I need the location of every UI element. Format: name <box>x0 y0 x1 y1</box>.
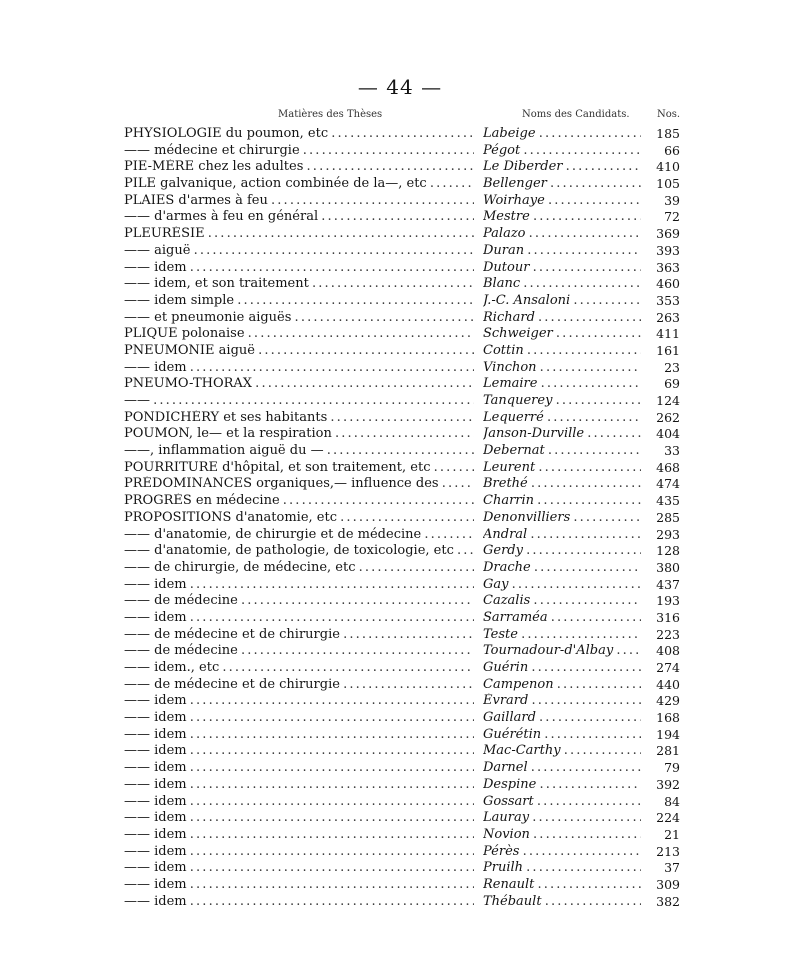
thesis-subject: PNEUMONIE aiguë . . . <box>124 343 474 360</box>
thesis-subject: —— idem . . . <box>124 777 474 794</box>
thesis-subject: —— idem simple . . . <box>124 293 474 310</box>
thesis-subject: PHYSIOLOGIE du poumon, etc . . . <box>124 126 474 143</box>
index-row <box>124 493 684 510</box>
thesis-subject: —— idem . . . <box>124 760 474 777</box>
thesis-subject: PROPOSITIONS d'anatomie, etc . . . <box>124 510 474 527</box>
index-row <box>124 293 684 310</box>
candidate-name: Bellenger . . . <box>483 176 641 193</box>
index-row <box>124 426 684 443</box>
thesis-subject: —— aiguë . . . <box>124 243 474 260</box>
candidate-name: Denonvilliers . . . <box>483 510 641 527</box>
index-row <box>124 376 684 393</box>
column-header-subjects: Matières des Thèses <box>278 109 383 120</box>
thesis-subject: —— idem . . . <box>124 610 474 627</box>
candidate-name: Tournadour-d'Albay . . . <box>483 643 641 660</box>
thesis-subject: —— d'anatomie, de chirurgie et de médecine . . . <box>124 527 474 544</box>
index-row <box>124 693 684 710</box>
thesis-subject: —— idem . . . <box>124 794 474 811</box>
thesis-index-list <box>124 126 684 910</box>
index-row <box>124 126 684 143</box>
thesis-number: 161 <box>656 342 680 358</box>
candidate-name: Gaillard . . . <box>483 710 641 727</box>
thesis-subject: —— idem . . . <box>124 877 474 894</box>
index-row <box>124 193 684 210</box>
thesis-number: 213 <box>656 843 680 859</box>
thesis-subject: —— idem . . . <box>124 743 474 760</box>
thesis-number: 440 <box>656 676 680 692</box>
thesis-number: 410 <box>656 159 680 175</box>
thesis-number: 224 <box>656 810 680 826</box>
thesis-subject: —— de médecine et de chirurgie . . . <box>124 677 474 694</box>
index-row <box>124 159 684 176</box>
thesis-subject: —— idem . . . <box>124 844 474 861</box>
index-row <box>124 777 684 794</box>
thesis-number: 411 <box>656 326 680 342</box>
thesis-subject: PIE-MÈRE chez les adultes . . . <box>124 159 474 176</box>
candidate-name: Pégot . . . <box>483 143 641 160</box>
candidate-name: Woirhaye . . . <box>483 193 641 210</box>
candidate-name: Debernat . . . <box>483 443 641 460</box>
index-row <box>124 243 684 260</box>
thesis-subject: —— idem . . . <box>124 577 474 594</box>
thesis-number: 369 <box>656 226 680 242</box>
candidate-name: Renault . . . <box>483 877 641 894</box>
thesis-number: 382 <box>656 893 680 909</box>
thesis-number: 262 <box>656 409 680 425</box>
thesis-subject: PILE galvanique, action combinée de la—, etc . . . <box>124 176 474 193</box>
thesis-subject: PLEURÉSIE . . . <box>124 226 474 243</box>
index-row <box>124 260 684 277</box>
index-row <box>124 627 684 644</box>
candidate-name: Richard . . . <box>483 310 641 327</box>
candidate-name: Duran . . . <box>483 243 641 260</box>
thesis-subject: —— de médecine . . . <box>124 593 474 610</box>
thesis-number: 105 <box>656 176 680 192</box>
thesis-subject: —— idem . . . <box>124 727 474 744</box>
index-row <box>124 743 684 760</box>
thesis-number: 460 <box>656 276 680 292</box>
page-number: — 44 — <box>357 75 443 99</box>
index-row <box>124 476 684 493</box>
candidate-name: Blanc . . . <box>483 276 641 293</box>
thesis-number: 21 <box>664 826 680 842</box>
index-row <box>124 209 684 226</box>
candidate-name: Lemaire . . . <box>483 376 641 393</box>
thesis-subject: —— d'anatomie, de pathologie, de toxicologie, etc . . . <box>124 543 474 560</box>
thesis-number: 393 <box>656 242 680 258</box>
thesis-subject: —— idem . . . <box>124 693 474 710</box>
candidate-name: Drache . . . <box>483 560 641 577</box>
index-row <box>124 510 684 527</box>
index-row <box>124 894 684 911</box>
thesis-subject: PROGRÈS en médecine . . . <box>124 493 474 510</box>
index-row <box>124 143 684 160</box>
index-row <box>124 310 684 327</box>
candidate-name: J.-C. Ansaloni . . . <box>483 293 641 310</box>
candidate-name: Tanquerey . . . <box>483 393 641 410</box>
thesis-subject: —— idem . . . <box>124 827 474 844</box>
candidate-name: Lequerré . . . <box>483 410 641 427</box>
column-header-candidates: Noms des Candidats. <box>522 109 630 120</box>
index-row <box>124 710 684 727</box>
thesis-number: 124 <box>656 393 680 408</box>
thesis-number: 193 <box>656 593 680 609</box>
candidate-name: Campenon . . . <box>483 677 641 694</box>
candidate-name: Schweiger . . . <box>483 326 641 343</box>
index-row <box>124 827 684 844</box>
thesis-number: 429 <box>656 693 680 709</box>
thesis-number: 128 <box>656 543 680 559</box>
thesis-subject: —— idem . . . <box>124 360 474 377</box>
index-row <box>124 343 684 360</box>
thesis-number: 263 <box>656 309 680 325</box>
index-row <box>124 176 684 193</box>
candidate-name: Despine . . . <box>483 777 641 794</box>
thesis-subject: —— idem . . . <box>124 260 474 277</box>
candidate-name: Cazalis . . . <box>483 593 641 610</box>
thesis-subject: —— idem., etc . . . <box>124 660 474 677</box>
index-row <box>124 610 684 627</box>
index-row <box>124 660 684 677</box>
thesis-subject: —— d'armes à feu en général . . . <box>124 209 474 226</box>
thesis-subject: —— idem, et son traitement . . . <box>124 276 474 293</box>
thesis-number: 33 <box>664 443 680 459</box>
index-row <box>124 393 684 410</box>
candidate-name: Brethé . . . <box>483 476 641 493</box>
candidate-name: Pérès . . . <box>483 844 641 861</box>
candidate-name: Mestre . . . <box>483 209 641 226</box>
thesis-number: 194 <box>656 726 680 742</box>
index-row <box>124 727 684 744</box>
thesis-number: 293 <box>656 526 680 542</box>
thesis-subject: —— idem . . . <box>124 810 474 827</box>
index-row <box>124 276 684 293</box>
thesis-subject: —— idem . . . <box>124 894 474 911</box>
thesis-number: 69 <box>664 376 680 392</box>
index-row <box>124 794 684 811</box>
candidate-name: Évrard . . . <box>483 693 641 710</box>
column-header-numbers: Nos. <box>657 109 681 120</box>
thesis-number: 72 <box>664 209 680 225</box>
candidate-name: Novion . . . <box>483 827 641 844</box>
thesis-subject: POURRITURE d'hôpital, et son traitement, etc . . . <box>124 460 474 477</box>
thesis-number: 23 <box>664 359 680 375</box>
index-row <box>124 560 684 577</box>
index-row <box>124 677 684 694</box>
thesis-subject: PONDICHÉRY et ses habitants . . . <box>124 410 474 427</box>
candidate-name: Guérin . . . <box>483 660 641 677</box>
index-row <box>124 527 684 544</box>
thesis-number: 285 <box>656 509 680 525</box>
index-row <box>124 810 684 827</box>
candidate-name: Sarraméa . . . <box>483 610 641 627</box>
index-row <box>124 593 684 610</box>
thesis-number: 37 <box>664 860 680 876</box>
candidate-name: Palazo . . . <box>483 226 641 243</box>
candidate-name: Pruilh . . . <box>483 860 641 877</box>
candidate-name: Mac-Carthy . . . <box>483 743 641 760</box>
thesis-number: 274 <box>656 660 680 675</box>
candidate-name: Dutour . . . <box>483 260 641 277</box>
index-row <box>124 877 684 894</box>
thesis-number: 316 <box>656 609 680 625</box>
thesis-subject: POUMON, le— et la respiration . . . <box>124 426 474 443</box>
thesis-number: 66 <box>664 142 680 158</box>
candidate-name: Andral . . . <box>483 527 641 544</box>
thesis-number: 474 <box>656 476 680 492</box>
thesis-subject: PRÉDOMINANCES organiques,— influence des . . . <box>124 476 474 493</box>
thesis-number: 404 <box>656 426 680 442</box>
index-row <box>124 410 684 427</box>
index-row <box>124 860 684 877</box>
candidate-name: Le Diberder . . . <box>483 159 641 176</box>
thesis-number: 281 <box>656 743 680 759</box>
candidate-name: Labeige . . . <box>483 126 641 143</box>
candidate-name: Lauray . . . <box>483 810 641 827</box>
thesis-subject: —— . . . <box>124 393 474 410</box>
candidate-name: Janson-Durville . . . <box>483 426 641 443</box>
thesis-subject: PLAIES d'armes à feu . . . <box>124 193 474 210</box>
candidate-name: Vinchon . . . <box>483 360 641 377</box>
candidate-name: Leurent . . . <box>483 460 641 477</box>
thesis-subject: PLIQUE polonaise . . . <box>124 326 474 343</box>
thesis-number: 363 <box>656 259 680 275</box>
thesis-subject: —— de médecine . . . <box>124 643 474 660</box>
thesis-number: 185 <box>656 126 680 141</box>
candidate-name: Thébault . . . <box>483 894 641 911</box>
index-row <box>124 844 684 861</box>
thesis-subject: —— et pneumonie aiguës . . . <box>124 310 474 327</box>
thesis-number: 168 <box>656 710 680 726</box>
index-row <box>124 460 684 477</box>
thesis-subject: —— de chirurgie, de médecine, etc . . . <box>124 560 474 577</box>
candidate-name: Cottin . . . <box>483 343 641 360</box>
index-row <box>124 577 684 594</box>
index-row <box>124 326 684 343</box>
thesis-subject: —— idem . . . <box>124 710 474 727</box>
index-row <box>124 643 684 660</box>
thesis-number: 353 <box>656 292 680 308</box>
thesis-subject: —— médecine et chirurgie . . . <box>124 143 474 160</box>
thesis-subject: ——, inflammation aiguë du — . . . <box>124 443 474 460</box>
thesis-subject: PNEUMO-THORAX . . . <box>124 376 474 393</box>
index-row <box>124 543 684 560</box>
thesis-number: 79 <box>664 760 680 776</box>
thesis-number: 437 <box>656 576 680 592</box>
candidate-name: Guérétin . . . <box>483 727 641 744</box>
index-row <box>124 443 684 460</box>
candidate-name: Darnel . . . <box>483 760 641 777</box>
candidate-name: Gossart . . . <box>483 794 641 811</box>
thesis-number: 468 <box>656 459 680 475</box>
thesis-number: 392 <box>656 776 680 792</box>
index-row <box>124 760 684 777</box>
thesis-number: 408 <box>656 643 680 659</box>
thesis-subject: —— idem . . . <box>124 860 474 877</box>
candidate-name: Gay . . . <box>483 577 641 594</box>
thesis-subject: —— de médecine et de chirurgie . . . <box>124 627 474 644</box>
thesis-number: 39 <box>664 192 680 208</box>
thesis-number: 84 <box>664 793 680 809</box>
candidate-name: Charrin . . . <box>483 493 641 510</box>
candidate-name: Teste . . . <box>483 627 641 644</box>
thesis-number: 380 <box>656 559 680 575</box>
thesis-number: 435 <box>656 493 680 509</box>
thesis-number: 309 <box>656 876 680 892</box>
candidate-name: Gerdy . . . <box>483 543 641 560</box>
index-row <box>124 360 684 377</box>
thesis-number: 223 <box>656 626 680 642</box>
index-row <box>124 226 684 243</box>
